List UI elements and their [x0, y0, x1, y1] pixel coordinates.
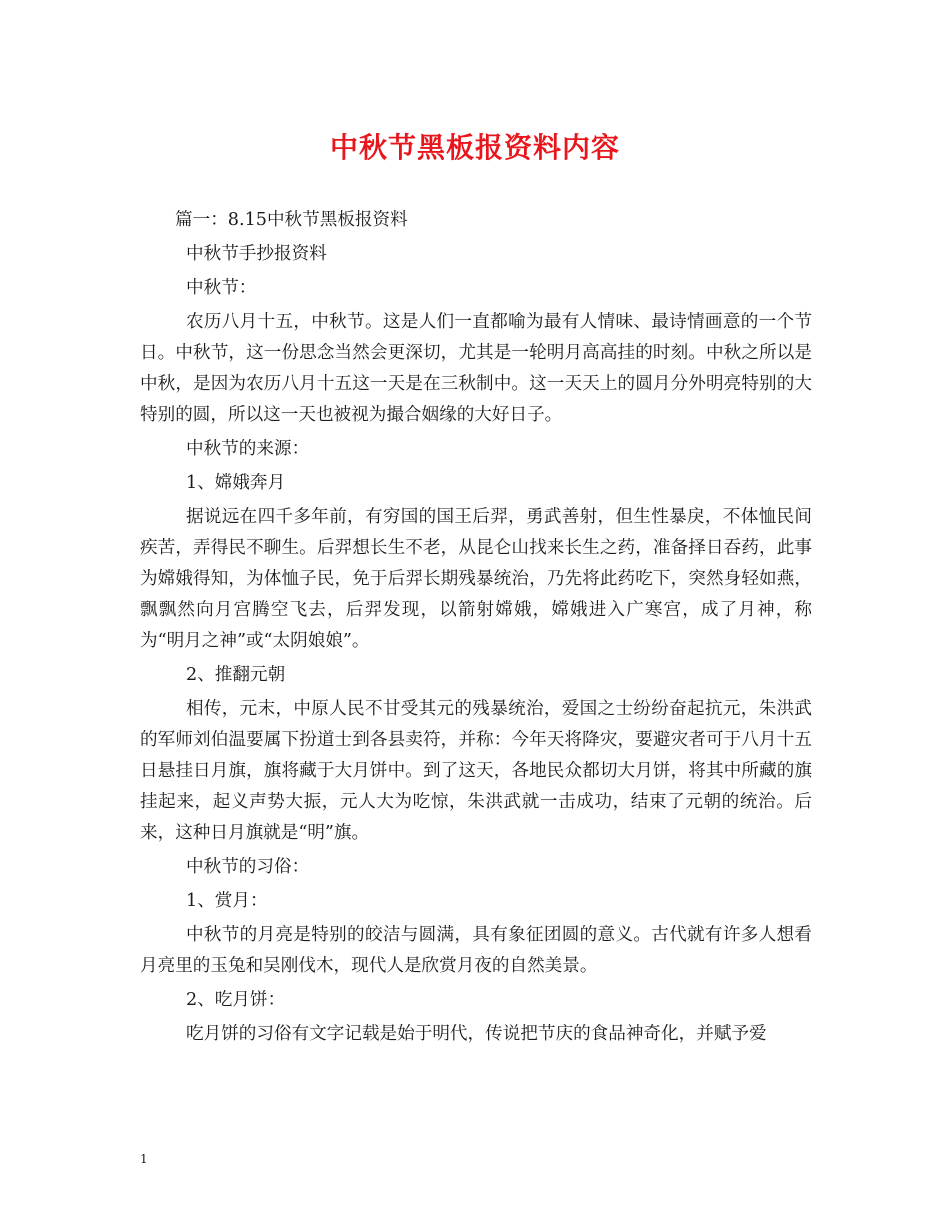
custom-item-2: 2、吃月饼： [186, 990, 286, 1010]
origin-item-2: 2、推翻元朝 [186, 665, 286, 685]
paragraph-custom-1: 中秋节的月亮是特别的皎洁与圆满，具有象征团圆的意义。古代就有许多人想看月亮里的玉兔和吴刚伐木，现代人是欣赏月夜的自然美景。 [140, 925, 812, 976]
label-customs: 中秋节的习俗： [186, 857, 310, 877]
paragraph-intro: 农历八月十五，中秋节。这是人们一直都喻为最有人情味、最诗情画意的一个节日。中秋节，这一份思念当然会更深切，尤其是一轮明月高高挂的时刻。中秋之所以是中秋，是因为农历八月十五这一天是在三秋制中。这一天天上的圆月分外明亮特别的大特别的圆，所以这一天也被视为撮合姻缘的大好日子。 [140, 312, 812, 425]
origin-item-1: 1、嫦娥奔月 [186, 473, 286, 493]
custom-item-1: 1、赏月： [186, 891, 268, 911]
document-title: 中秋节黑板报资料内容 [329, 131, 620, 164]
paragraph-custom-2: 吃月饼的习俗有文字记载是始于明代，传说把节庆的食品神奇化，并赋予爱 [186, 1024, 767, 1044]
label-festival: 中秋节： [186, 278, 257, 298]
section-heading: 篇一：8.15中秋节黑板报资料 [175, 210, 408, 230]
page-number: 1 [140, 1152, 148, 1166]
paragraph-origin-2: 相传，元末，中原人民不甘受其元的残暴统治，爱国之士纷纷奋起抗元，朱洪武的军师刘伯温要属下扮道士到各县卖符，并称：今年天将降灾，要避灾者可于八月十五日悬挂日月旗，旗将藏于大月饼中。到了这天，各地民众都切大月饼，将其中所藏的旗挂起来，起义声势大振，元人大为吃惊，朱洪武就一击成功，结束了元朝的统治。后来，这种日月旗就是“明”旗。 [140, 699, 812, 843]
document-body [140, 205, 812, 1053]
label-origin: 中秋节的来源： [186, 439, 310, 459]
paragraph-origin-1: 据说远在四千多年前，有穷国的国王后羿，勇武善射，但生性暴戾，不体恤民间疾苦，弄得民不聊生。后羿想长生不老，从昆仑山找来长生之药，准备择日吞药，此事为嫦娥得知，为体恤子民，免于后羿长期残暴统治，乃先将此药吃下，突然身轻如燕，飘飘然向月宫腾空飞去，后羿发现，以箭射嫦娥，嫦娥进入广寒宫，成了月神，称为“明月之神”或“太阴娘娘”。 [140, 507, 812, 651]
sub-heading: 中秋节手抄报资料 [186, 244, 327, 264]
